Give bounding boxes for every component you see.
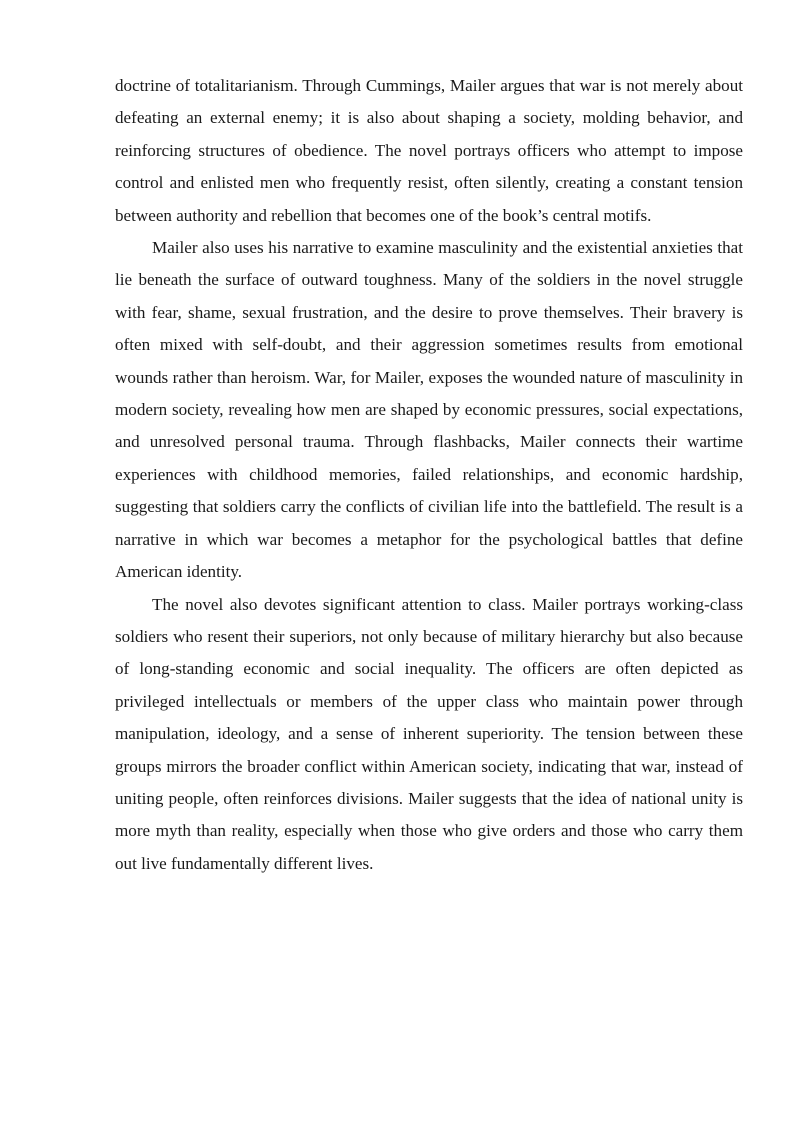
paragraph-continuation: doctrine of totalitarianism. Through Cummings, Mailer argues that war is not merely about defeating an external enemy; it is also about shaping a society, molding behavior, and reinforcing structures of obedience. The novel portrays officers who attempt to impose control and enlisted men who frequently resist, often silently, creating a constant tension between authority and rebellion that becomes one of the book’s central motifs. bbox=[115, 76, 743, 225]
paragraph-masculinity: Mailer also uses his narrative to examine masculinity and the existential anxieties that lie beneath the surface of outward toughness. Many of the soldiers in the novel struggle with fear, shame, sexual frustration, and the desire to prove themselves. Their bravery is often mixed with self-doubt, and their aggression sometimes results from emotional wounds rather than heroism. War, for Mailer, exposes the wounded nature of masculinity in modern society, revealing how men are shaped by economic pressures, social expectations, and unresolved personal trauma. Through flashbacks, Mailer connects their wartime experiences with childhood memories, failed relationships, and economic hardship, suggesting that soldiers carry the conflicts of civilian life into the battlefield. The result is a narrative in which war becomes a metaphor for the psychological battles that define American identity. bbox=[115, 238, 743, 582]
body-text bbox=[115, 70, 743, 880]
paragraph-class: The novel also devotes significant attention to class. Mailer portrays working-class soldiers who resent their superiors, not only because of military hierarchy but also because of long-standing economic and social inequality. The officers are often depicted as privileged intellectuals or members of the upper class who maintain power through manipulation, ideology, and a sense of inherent superiority. The tension between these groups mirrors the broader conflict within American society, indicating that war, instead of uniting people, often reinforces divisions. Mailer suggests that the idea of national unity is more myth than reality, especially when those who give orders and those who carry them out live fundamentally different lives. bbox=[115, 594, 743, 873]
